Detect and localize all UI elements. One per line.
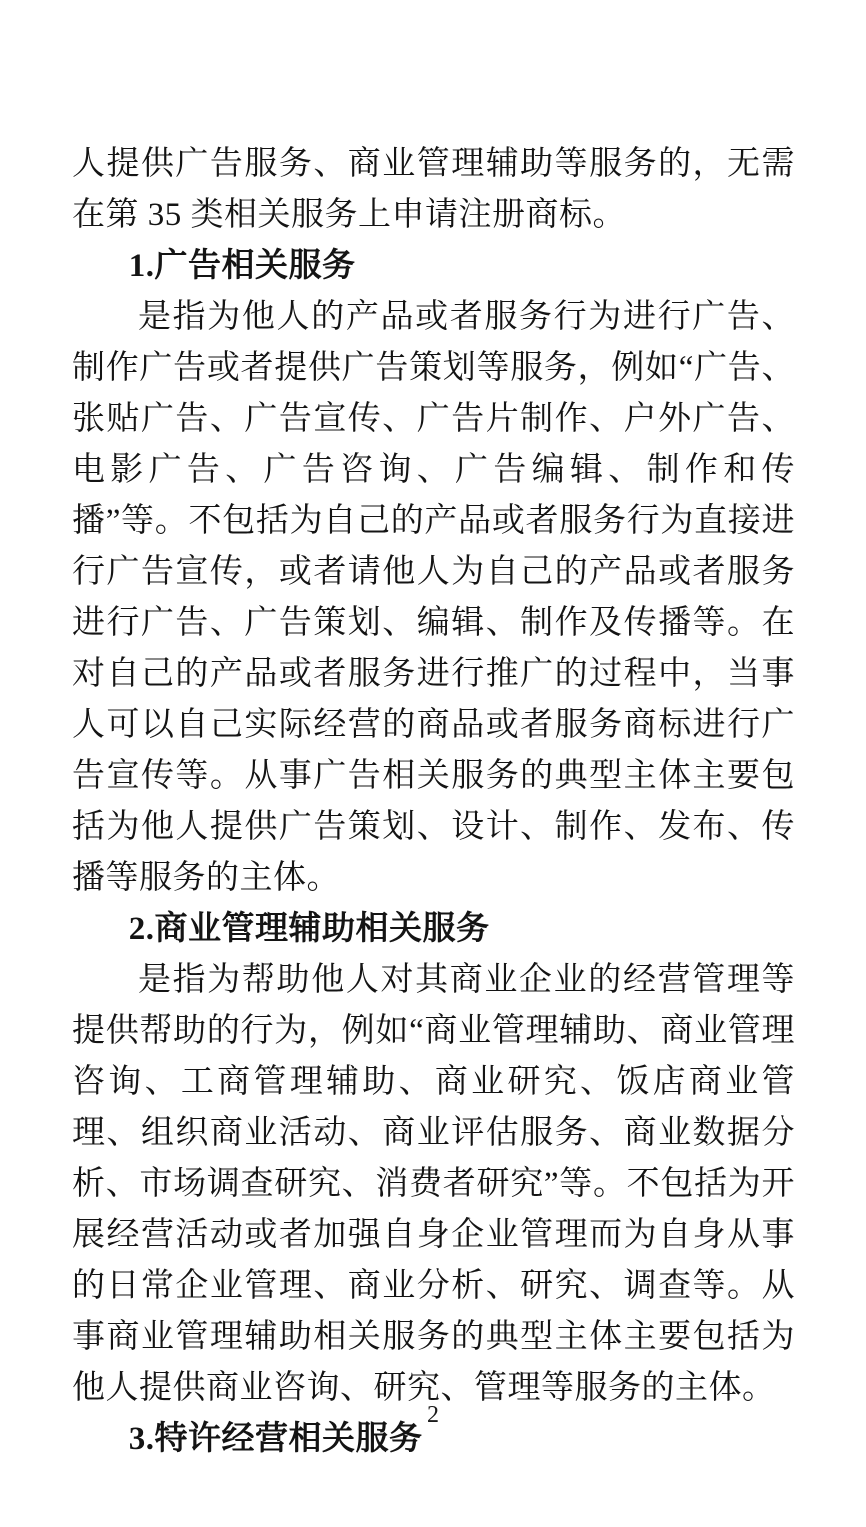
paragraph-business-management-services: 是指为帮助他人对其商业企业的经营管理等提供帮助的行为，例如“商业管理辅助、商业管理咨询、工商管理辅助、商业研究、饭店商业管理、组织商业活动、商业评估服务、商业数据分析、市场调查研究、消费者研究”等。不包括为开展经营活动或者加强自身企业管理而为自身从事的日常企业管理、商业分析、研究、调查等。从事商业管理辅助相关服务的典型主体主要包括为他人提供商业咨询、研究、管理等服务的主体。 [72,962,795,1406]
section-heading-3: 3.特许经营相关服务 [128,1421,423,1457]
paragraph-advertising-services: 是指为他人的产品或者服务行为进行广告、制作广告或者提供广告策划等服务，例如“广告、张贴广告、广告宣传、广告片制作、户外广告、电影广告、广告咨询、广告编辑、制作和传播”等。不包括为自己的产品或者服务行为直接进行广告宣传，或者请他人为自己的产品或者服务进行广告、广告策划、编辑、制作及传播等。在对自己的产品或者服务进行推广的过程中，当事人可以自己实际经营的商品或者服务商标进行广告宣传等。从事广告相关服务的典型主体主要包括为他人提供广告策划、设计、制作、发布、传播等服务的主体。 [72,299,795,896]
paragraph-continuation: 人提供广告服务、商业管理辅助等服务的，无需在第 35 类相关服务上申请注册商标。 [72,146,795,233]
section-heading-1: 1.广告相关服务 [128,248,356,284]
section-heading-2: 2.商业管理辅助相关服务 [128,911,490,947]
text-block [72,139,795,1465]
page-number: 2 [427,1402,439,1428]
page-footer [0,1399,866,1431]
